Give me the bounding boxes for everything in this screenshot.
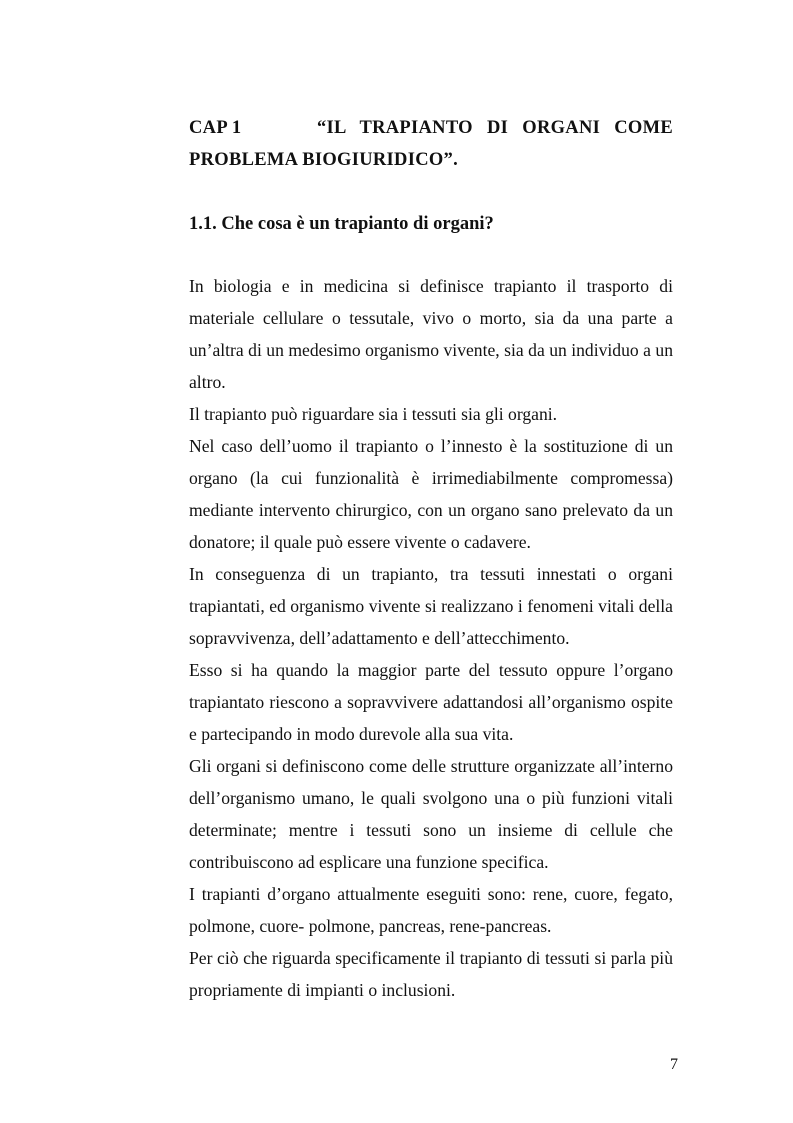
chapter-heading [189, 112, 673, 176]
paragraph: Per ciò che riguarda specificamente il trapianto di tessuti si parla più propriamente di impianti o inclusioni. [189, 948, 673, 1000]
body-text [189, 270, 673, 1006]
page-number: 7 [670, 1056, 678, 1073]
section-heading: 1.1. Che cosa è un trapianto di organi? [189, 214, 494, 234]
chapter-title-line2: PROBLEMA BIOGIURIDICO”. [189, 150, 459, 170]
paragraph: Gli organi si definiscono come delle strutture organizzate all’interno dell’organismo umano, le quali svolgono una o più funzioni vitali determinate; mentre i tessuti sono un insieme di cellule che contribuiscono ad esplicare una funzione specifica. [189, 756, 673, 872]
paragraph: Nel caso dell’uomo il trapianto o l’innesto è la sostituzione di un organo (la cui funzionalità è irrimediabilmente compromessa) mediante intervento chirurgico, con un organo sano prelevato da un donatore; il quale può essere vivente o cadavere. [189, 436, 673, 552]
chapter-title-line1: “IL TRAPIANTO DI ORGANI COME [317, 118, 673, 138]
paragraph: In biologia e in medicina si definisce trapianto il trasporto di materiale cellulare o tessutale, vivo o morto, sia da una parte a un’altra di un medesimo organismo vivente, sia da un individuo a un altro. [189, 276, 673, 392]
paragraph: Esso si ha quando la maggior parte del tessuto oppure l’organo trapiantato riescono a sopravvivere adattandosi all’organismo ospite e partecipando in modo durevole alla sua vita. [189, 660, 673, 744]
chapter-label: CAP 1 [189, 118, 242, 138]
chapter-heading-line1 [189, 112, 673, 144]
paragraph: In conseguenza di un trapianto, tra tessuti innestati o organi trapiantati, ed organismo vivente si realizzano i fenomeni vitali della sopravvivenza, dell’adattamento e dell’attecchimento. [189, 564, 673, 648]
paragraph: I trapianti d’organo attualmente eseguiti sono: rene, cuore, fegato, polmone, cuore- polmone, pancreas, rene-pancreas. [189, 884, 673, 936]
paragraph: Il trapianto può riguardare sia i tessuti sia gli organi. [189, 404, 558, 424]
